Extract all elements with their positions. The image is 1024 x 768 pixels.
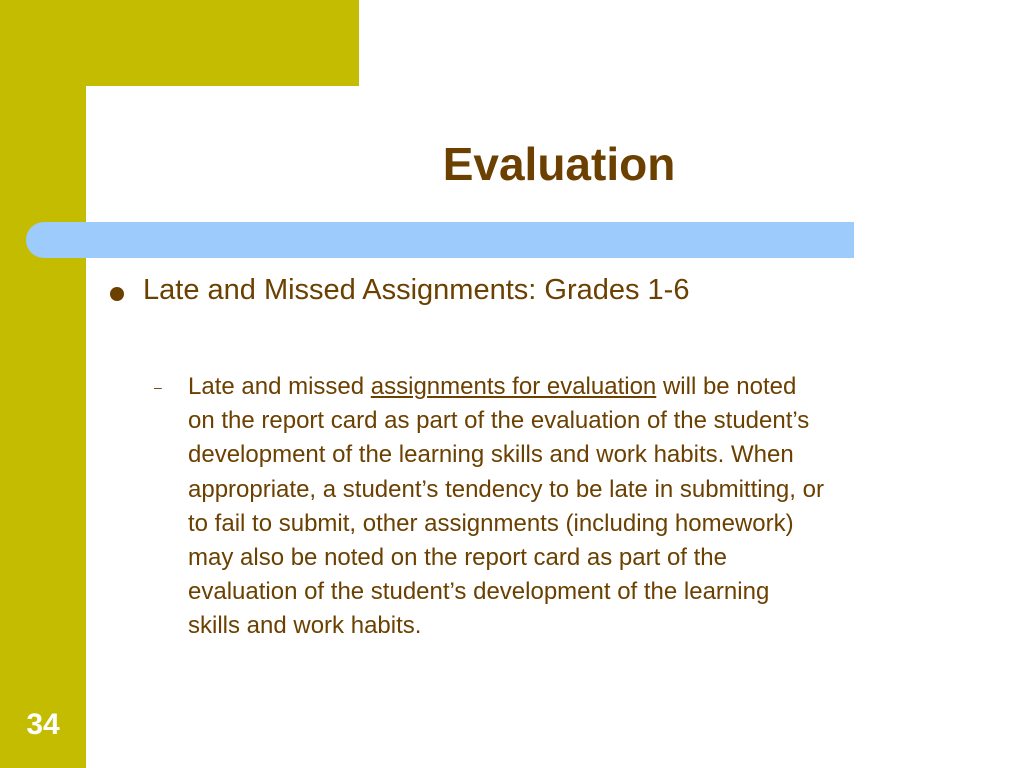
sub-text-line: to fail to submit, other assignments (including homework) — [188, 509, 794, 537]
dash-icon: – — [154, 379, 162, 395]
slide-title: Evaluation — [442, 138, 676, 190]
bullet-text: Late and Missed Assignments: Grades 1-6 — [143, 274, 690, 306]
top-accent-bar — [0, 0, 359, 86]
sub-text-line: may also be noted on the report card as part of the — [188, 544, 727, 572]
sub-text-line: skills and work habits. — [188, 612, 422, 640]
sub-text-line1-end: will be noted — [656, 373, 797, 400]
sub-text-line: evaluation of the student’s development of the learning — [188, 578, 770, 606]
sub-bullet-text — [188, 370, 968, 644]
title-underline-bar — [26, 222, 854, 258]
sub-text-line: appropriate, a student’s tendency to be late in submitting, or — [188, 475, 824, 503]
left-accent-bar — [0, 0, 86, 768]
sub-text-start: Late and missed — [188, 373, 371, 400]
sub-text-line: on the report card as part of the evaluation of the student’s — [188, 407, 810, 435]
sub-text-line: development of the learning skills and work habits. When — [188, 441, 794, 469]
page-number: 34 — [26, 708, 60, 741]
assignments-link[interactable]: assignments for evaluation — [370, 373, 657, 400]
bullet-dot-icon — [110, 287, 124, 301]
